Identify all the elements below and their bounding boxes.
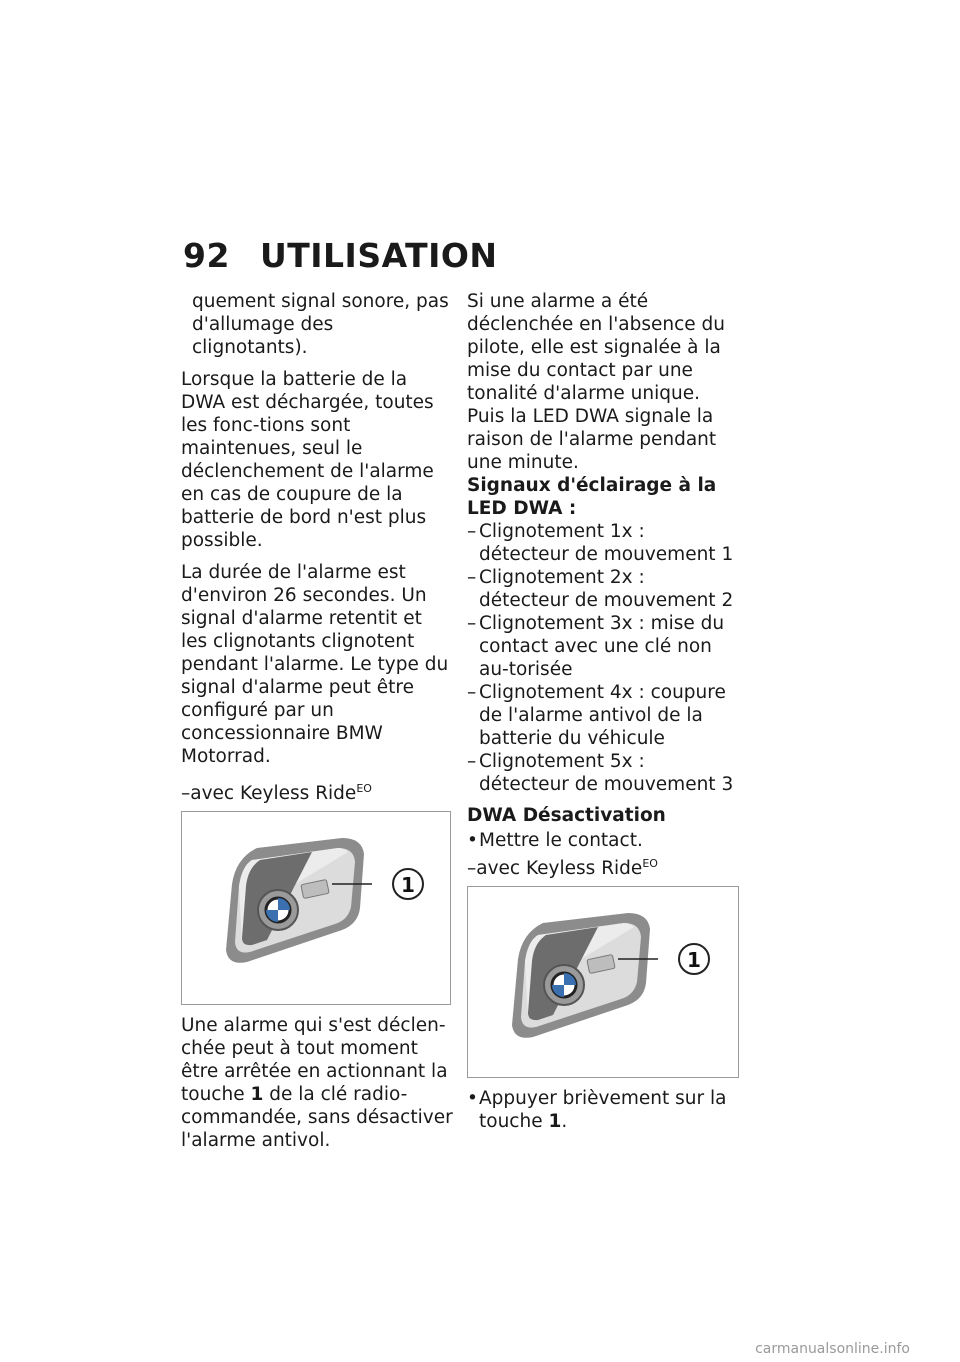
option-code: EO (356, 782, 372, 795)
option-note (467, 852, 739, 880)
paragraph-continuation: quement signal sonore, pas d'allumage des clignotants). (192, 291, 449, 358)
option-label: –avec Keyless Ride (467, 858, 643, 879)
list-item: – Clignotement 5x : détecteur de mouvement 3 (467, 750, 739, 796)
paragraph-duration: La durée de l'alarme est d'environ 26 secondes. Un signal d'alarme retentit et les clignotants clignotent pendant l'alarme. Le type du signal d'alarme peut être configuré par un concessionnaire BMW Motorrad. (181, 562, 449, 767)
step-text-end: . (561, 1111, 568, 1132)
step-ignition: • Mettre le contact. (467, 829, 739, 852)
keyfob-illustration (468, 887, 738, 1077)
keyfob-illustration (182, 812, 450, 1004)
list-item: – Clignotement 4x : coupure de l'alarme antivol de la batterie du véhicule (467, 681, 739, 750)
list-item: – Clignotement 2x : détecteur de mouvement 2 (467, 566, 739, 612)
paragraph-battery: Lorsque la batterie de la DWA est déchargée, toutes les fonc-tions sont maintenues, seul le déclenchement de l'alarme en cas de coupure de la batterie de bord n'est plus possible. (181, 369, 434, 551)
section-title: UTILISATION (259, 236, 498, 275)
key-reference: 1 (548, 1111, 562, 1132)
list-item: – Clignotement 3x : mise du contact avec une clé non au-torisée (467, 612, 739, 681)
option-label: –avec Keyless Ride (181, 783, 357, 804)
key-reference: 1 (250, 1084, 264, 1105)
figure-callout: 1 (687, 948, 701, 972)
key-figure (467, 886, 739, 1078)
paragraph-alarm-signal: Si une alarme a été déclenchée en l'absence du pilote, elle est signalée à la mise du contact par une tonalité d'alarme unique. Puis la LED DWA signale la raison de l'alarme pendant une minute. (467, 291, 726, 473)
paragraph-stop-alarm (181, 1014, 453, 1152)
signals-list (467, 520, 739, 796)
left-column (181, 290, 453, 1161)
stop-alarm-text: Une alarme qui s'est déclen-chée peut à tout moment être arrêtée en actionnant la touche (181, 1015, 448, 1105)
page-header (183, 236, 498, 275)
signals-heading: Signaux d'éclairage à la LED DWA : (467, 475, 717, 519)
option-note (181, 777, 453, 805)
figure-callout: 1 (401, 873, 415, 897)
watermark: carmanualsonline.info (755, 1341, 910, 1357)
stop-alarm-text-end: de la clé radio-commandée, sans désactiver l'alarme antivol. (181, 1084, 453, 1151)
right-column (467, 290, 739, 1133)
page-number: 92 (183, 236, 230, 275)
deactivation-heading: DWA Désactivation (467, 805, 666, 826)
step-press-button (467, 1087, 739, 1133)
list-item: – Clignotement 1x : détecteur de mouvement 1 (467, 520, 739, 566)
step-text: Appuyer brièvement sur la touche (479, 1088, 727, 1132)
key-figure (181, 811, 451, 1005)
option-code: EO (642, 857, 658, 870)
